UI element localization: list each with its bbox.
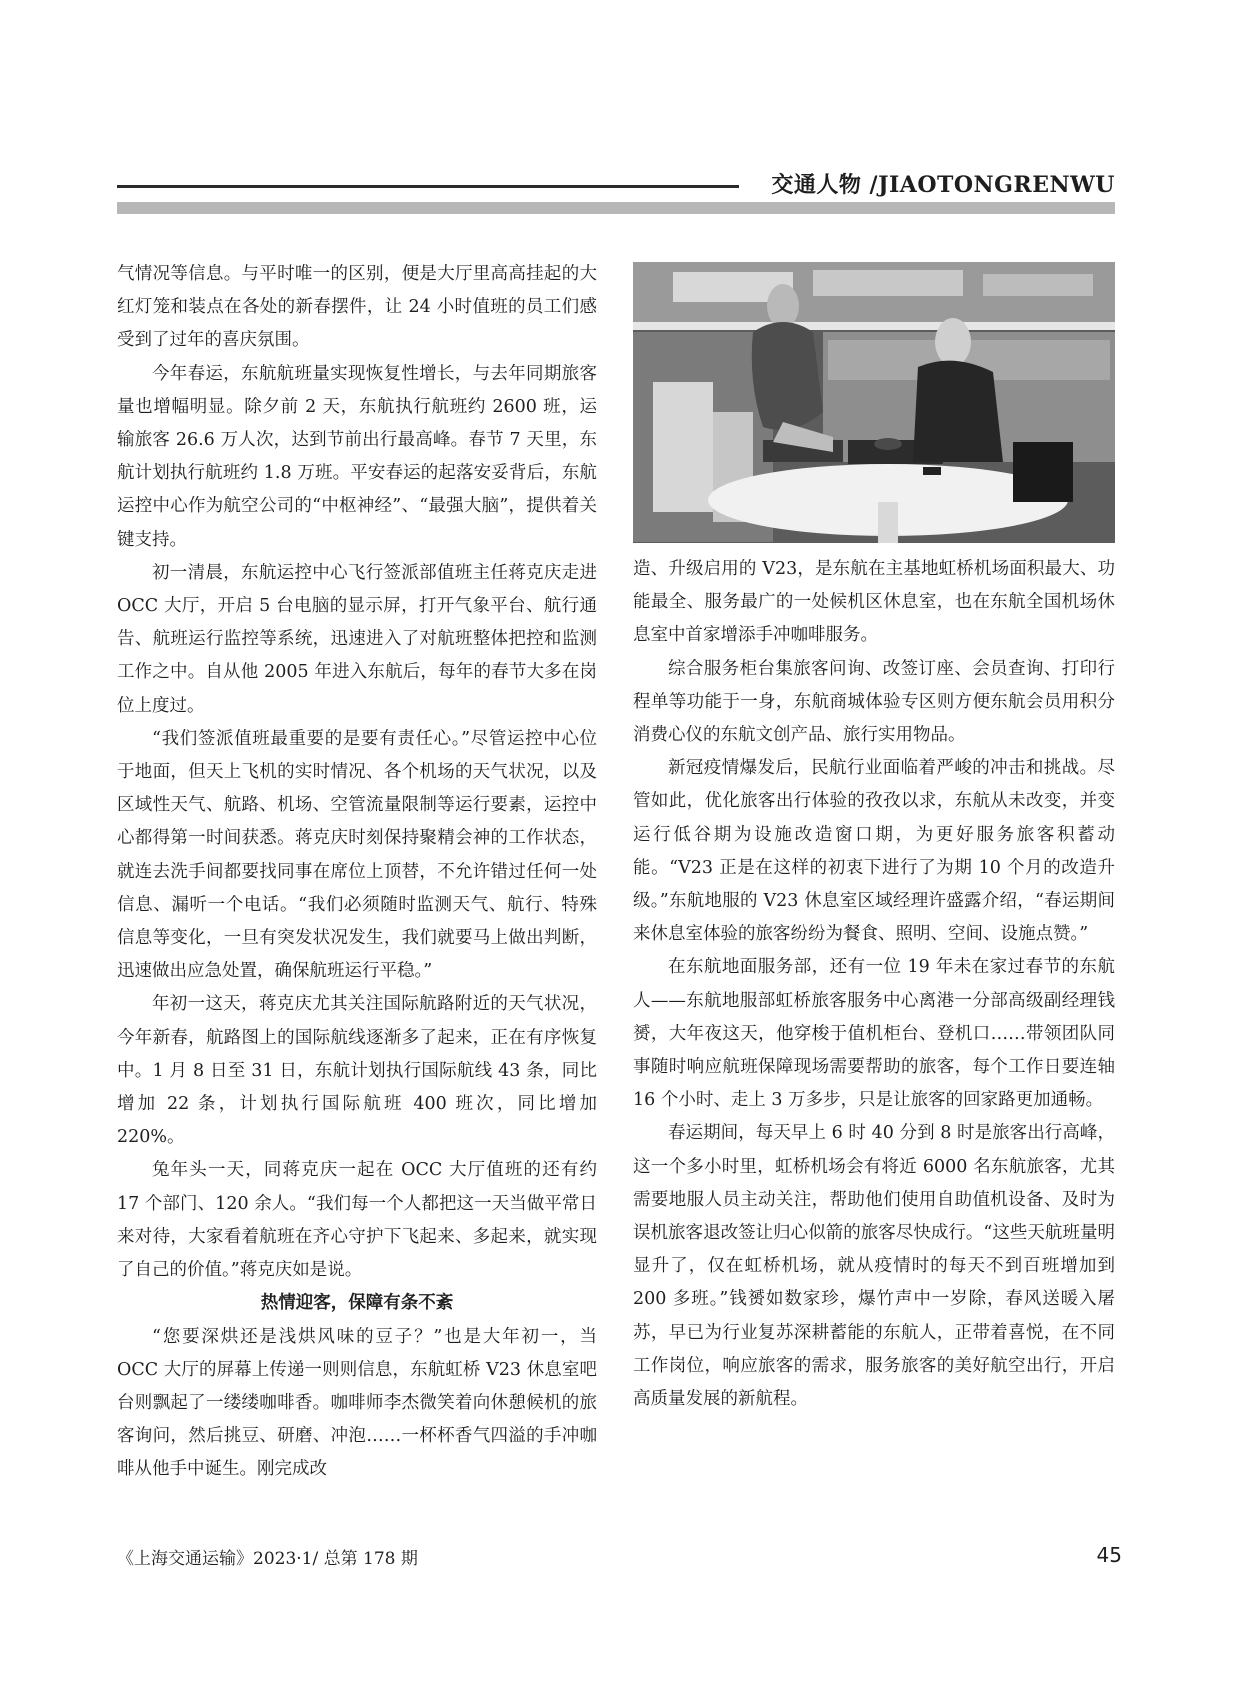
- right-column: [633, 553, 1115, 1416]
- paragraph: 综合服务柜台集旅客问询、改签订座、会员查询、打印行程单等功能于一身，东航商城体验专区则方便东航会员用积分消费心仪的东航文创产品、旅行实用物品。: [633, 658, 1115, 746]
- paragraph: “我们签派值班最重要的是要有责任心。”尽管运控中心位于地面，但天上飞机的实时情况、各个机场的天气状况，以及区域性天气、航路、机场、空管流量限制等运行要素，运控中心都得第一时间获悉。蒋克庆时刻保持聚精会神的工作状态，就连去洗手间都要找同事在席位上顶替，不允许错过任何一处信息、漏听一个电话。“我们必须随时监测天气、航行、特殊信息等变化，一旦有突发状况发生，我们就要马上做出判断，迅速做出应急处置，确保航班运行平稳。”: [117, 728, 597, 982]
- header-rule: [117, 185, 739, 188]
- paragraph: 初一清晨，东航运控中心飞行签派部值班主任蒋克庆走进 OCC 大厅，开启 5 台电脑的显示屏，打开气象平台、航行通告、航班运行监控等系统，迅速进入了对航班整体把控和监测工作之中。自从他 2005 年进入东航后，每年的春节大多在岗位上度过。: [117, 562, 597, 716]
- paragraph: 年初一这天，蒋克庆尤其关注国际航路附近的天气状况，今年新春，航路图上的国际航线逐渐多了起来，正在有序恢复中。1 月 8 日至 31 日，东航计划执行国际航线 43 条，同比增加 22 条，计划执行国际航班 400 班次，同比增加 220%。: [117, 994, 597, 1148]
- page-header: [117, 168, 1115, 218]
- lounge-photo-illustration: [633, 262, 1115, 543]
- paragraph: “您要深烘还是浅烘风味的豆子？”也是大年初一，当 OCC 大厅的屏幕上传递一则则信息，东航虹桥 V23 休息室吧台则飘起了一缕缕咖啡香。咖啡师李杰微笑着向休憩候机的旅客询问，然后挑豆、研磨、冲泡……一杯杯香气四溢的手冲咖啡从他手中诞生。刚完成改: [117, 1326, 597, 1480]
- header-bar: [117, 202, 1115, 214]
- left-column: [117, 258, 597, 1487]
- section-title: 交通人物 /JIAOTONGRENWU: [771, 172, 1115, 198]
- paragraph: 兔年头一天，同蒋克庆一起在 OCC 大厅值班的还有约 17 个部门、120 余人。“我们每一个人都把这一天当做平常日来对待，大家看着航班在齐心守护下飞起来、多起来，就实现了自己的价值。”蒋克庆如是说。: [117, 1160, 597, 1281]
- paragraph: 在东航地面服务部，还有一位 19 年未在家过春节的东航人——东航地服部虹桥旅客服务中心离港一分部高级副经理钱赟，大年夜这天，他穿梭于值机柜台、登机口……带领团队同事随时响应航班保障现场需要帮助的旅客，每个工作日要连轴 16 个小时、走上 3 万多步，只是让旅客的回家路更加通畅。: [633, 957, 1115, 1111]
- paragraph: 造、升级启用的 V23，是东航在主基地虹桥机场面积最大、功能最全、服务最广的一处候机区休息室，也在东航全国机场休息室中首家增添手冲咖啡服务。: [633, 559, 1115, 646]
- journal-citation: 《上海交通运输》2023·1/ 总第 178 期: [117, 1549, 418, 1569]
- paragraph: 气情况等信息。与平时唯一的区别，便是大厅里高高挂起的大红灯笼和装点在各处的新春摆件，让 24 小时值班的员工们感受到了过年的喜庆氛围。: [117, 264, 597, 351]
- page-number: 45: [1096, 1543, 1122, 1567]
- paragraph: 新冠疫情爆发后，民航行业面临着严峻的冲击和挑战。尽管如此，优化旅客出行体验的孜孜以求，东航从未改变，并变运行低谷期为设施改造窗口期，为更好服务旅客积蓄动能。“V23 正是在这样的初衷下进行了为期 10 个月的改造升级。”东航地服的 V23 休息室区域经理许盛露介绍，“春运期间来休息室体验的旅客纷纷为餐食、照明、空间、设施点赞。”: [633, 758, 1115, 945]
- subheading: 热情迎客，保障有条不紊: [260, 1293, 454, 1314]
- paragraph: 春运期间，每天早上 6 时 40 分到 8 时是旅客出行高峰，这一个多小时里，虹桥机场会有将近 6000 名东航旅客，尤其需要地服人员主动关注，帮助他们使用自助值机设备、及时为误机旅客退改签让归心似箭的旅客尽快成行。“这些天航班量明显升了，仅在虹桥机场，就从疫情时的每天不到百班增加到 200 多班。”钱赟如数家珍，爆竹声中一岁除，春风送暖入屠苏，早已为行业复苏深耕蓄能的东航人，正带着喜悦，在不同工作岗位，响应旅客的需求，服务旅客的美好航空出行，开启高质量发展的新航程。: [633, 1123, 1115, 1410]
- lounge-photo: [633, 262, 1115, 543]
- paragraph: 今年春运，东航航班量实现恢复性增长，与去年同期旅客量也增幅明显。除夕前 2 天，东航执行航班约 2600 班，运输旅客 26.6 万人次，达到节前出行最高峰。春节 7 天里，东航计划执行航班约 1.8 万班。平安春运的起落安妥背后，东航运控中心作为航空公司的“中枢神经”、“最强大脑”，提供着关键支持。: [117, 363, 597, 550]
